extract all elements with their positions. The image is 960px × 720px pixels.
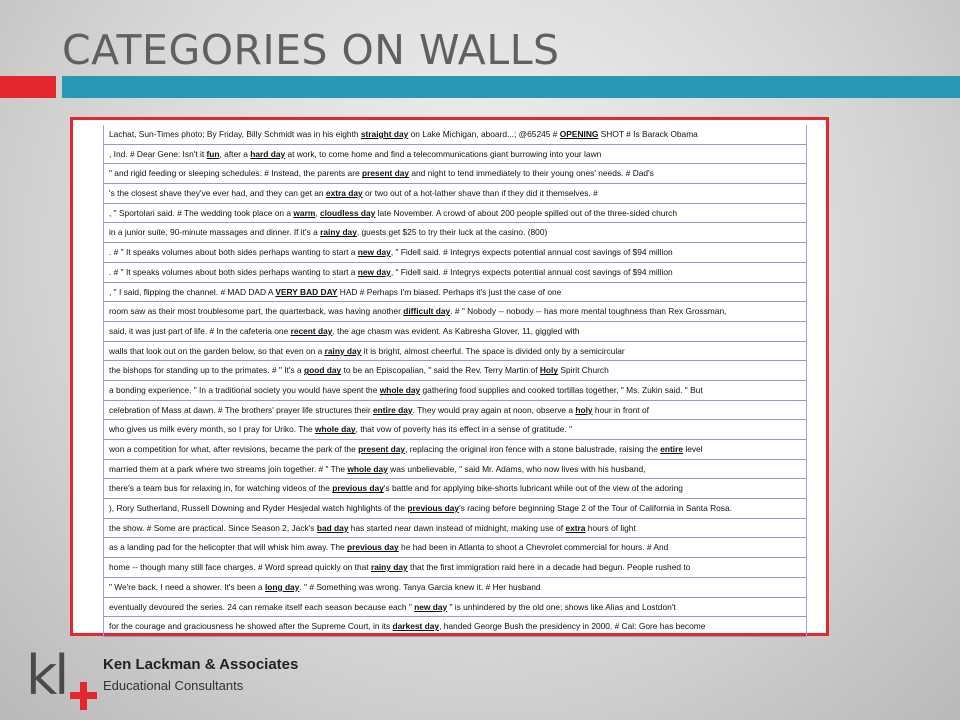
keyword: present day <box>358 444 406 454</box>
context-text: that the first immigration raid here in a decade had begun. People rushed to <box>407 562 691 573</box>
context-text: a bonding experience. " In a traditional society you would have spent the <box>109 384 380 395</box>
company-tagline: Educational Consultants <box>103 678 244 693</box>
context-text: . " # Something was wrong. Tanya Garcia knew it. # Her husband <box>299 581 541 592</box>
concordance-row <box>103 479 807 499</box>
company-name: Ken Lackman & Associates <box>103 656 299 673</box>
keyword: extra <box>565 522 586 533</box>
context-text: married them at a park where two streams join together. # " The <box>109 463 348 474</box>
context-text: , the age chasm was evident. As Kabresha Glover, 11, giggled with <box>332 325 580 336</box>
logo-plus-horizontal <box>70 692 97 699</box>
concordance-row <box>103 538 807 558</box>
keyword: previous day <box>332 483 384 494</box>
context-text: " We're back. I need a shower. It's been a <box>109 581 265 592</box>
context-text: . # " It speaks volumes about both sides perhaps wanting to start a <box>109 247 358 258</box>
concordance-row <box>103 204 807 224</box>
concordance-row <box>103 164 807 184</box>
keyword: whole day <box>347 463 388 474</box>
concordance-row <box>103 243 807 263</box>
concordance-row <box>103 302 807 322</box>
context-text: , <box>315 207 320 218</box>
logo-letters: kl <box>26 644 67 707</box>
concordance-row <box>103 420 807 440</box>
keyword: new day <box>414 601 448 612</box>
concordance-row <box>103 499 807 519</box>
context-text: HAD # Perhaps I'm biased. Perhaps it's just the case of one <box>337 286 562 297</box>
context-text: was unbelievable, " said Mr. Adams, who now lives with his husband, <box>387 463 646 474</box>
keyword: present day <box>362 168 410 179</box>
context-text: walls that look out on the garden below, so that even on a <box>109 345 325 356</box>
concordance-row <box>103 440 807 460</box>
concordance-row <box>103 263 807 283</box>
context-text: won a competition for what, after revisions, became the park of the <box>109 444 359 454</box>
context-text: hours of light <box>585 522 636 533</box>
context-text: , handed George Bush the presidency in 2000. # Cal: Gore has become <box>439 621 706 632</box>
keyword: straight day <box>360 129 409 139</box>
context-text: as a landing pad for the helicopter that will whisk him away. The <box>109 542 348 553</box>
concordance-row <box>103 145 807 165</box>
keyword: new day <box>357 266 391 277</box>
keyword: new day <box>357 247 391 258</box>
keyword: whole day <box>315 424 356 435</box>
context-text: it is bright, almost cheerful. The space is divided only by a semicircular <box>361 345 625 356</box>
concordance-row <box>103 598 807 618</box>
red-accent-tab <box>0 76 56 98</box>
concordance-row <box>103 283 807 303</box>
context-text: , " Fidell said. # Integrys expects potential annual cost savings of $94 million <box>390 247 673 258</box>
context-text: room saw as their most troublesome part, the quarterback, was having another <box>109 306 404 317</box>
concordance-row <box>103 381 807 401</box>
context-text: who gives us milk every month, so I pray for Uriko. The <box>109 424 316 435</box>
concordance-row <box>103 578 807 598</box>
context-text: celebration of Mass at dawn. # The brothers' prayer life structures their <box>109 404 373 415</box>
context-text: Spirit Church <box>558 365 609 376</box>
keyword: good day <box>303 365 342 376</box>
context-text: " is unhindered by the old one; shows like Alias and Lostdon't <box>447 601 676 612</box>
context-text: . # " Nobody -- nobody -- has more mental toughness than Rex Grossman, <box>450 306 727 317</box>
context-text: , " Sportolari said. # The wedding took place on a <box>109 207 294 218</box>
context-text: " and rigid feeding or sleeping schedules. # Instead, the parents are <box>109 168 362 179</box>
keyword: previous day <box>407 503 460 514</box>
context-text: in a junior suite, 90-minute massages and dinner. If it's a <box>109 227 321 238</box>
teal-header-bar <box>62 76 960 98</box>
concordance-row <box>103 558 807 578</box>
keyword: warm <box>293 207 316 218</box>
context-text: . They would pray again at noon, observe a <box>412 404 576 415</box>
keyword: recent day <box>290 325 333 336</box>
context-text: said, it was just part of life. # In the cafeteria one <box>109 325 291 336</box>
context-text: there's a team bus for relaxing in, for watching videos of the <box>109 483 333 494</box>
left-rule <box>103 125 104 637</box>
context-text: , guests get $25 to try their luck at the casino. (800) <box>356 227 548 238</box>
context-text: SHOT # Is Barack Obama <box>598 129 698 139</box>
concordance-row <box>103 223 807 243</box>
context-text: level <box>683 444 703 454</box>
concordance-row <box>103 361 807 381</box>
concordance-screenshot-frame <box>70 117 829 636</box>
keyword: rainy day <box>370 562 408 573</box>
context-text: , " I said, flipping the channel. # MAD DAD A <box>109 286 276 297</box>
context-text: gathering food supplies and cooked tortillas together, " Ms. Zukin said. " But <box>420 384 703 395</box>
context-text: late November. A crowd of about 200 people spilled out of the three-sided church <box>375 207 678 218</box>
keyword: bad day <box>316 522 349 533</box>
concordance-row <box>103 617 807 637</box>
context-text: for the courage and graciousness he showed after the Supreme Court, in its <box>109 621 393 632</box>
concordance-lines <box>103 125 807 637</box>
keyword: difficult day <box>403 306 451 317</box>
keyword: previous day <box>347 542 399 553</box>
keyword: entire <box>660 444 684 454</box>
keyword: fun <box>206 148 220 159</box>
keyword: holy <box>575 404 593 415</box>
keyword: rainy day <box>320 227 357 238</box>
keyword: whole day <box>379 384 421 395</box>
context-text: ), Rory Sutherland, Russell Downing and Ryder Hesjedal watch highlights of the <box>109 503 408 514</box>
kl-logo <box>20 644 92 710</box>
concordance-row <box>103 322 807 342</box>
context-text: has started near dawn instead of midnight, making use of <box>348 522 566 533</box>
context-text: Lachat, Sun-Times photo; By Friday, Billy Schmidt was in his eighth <box>109 129 361 139</box>
keyword: hard day <box>250 148 286 159</box>
context-text: to be an Episcopalian, " said the Rev. Terry Martin of <box>341 365 540 376</box>
context-text: the bishops for standing up to the primates. # " It's a <box>109 365 304 376</box>
context-text: hour in front of <box>592 404 649 415</box>
concordance-row <box>103 125 807 145</box>
context-text: the show. # Some are practical. Since Season 2, Jack's <box>109 522 317 533</box>
concordance-row <box>103 184 807 204</box>
context-text: . # " It speaks volumes about both sides perhaps wanting to start a <box>109 266 358 277</box>
context-text: 's battle and for applying bike-shorts lubricant while out of the view of the adoring <box>383 483 683 494</box>
context-text: , Ind. # Dear Gene: Isn't it <box>109 148 207 159</box>
context-text: or two out of a hot-lather shave than if they did it themselves. # <box>362 188 598 199</box>
keyword: cloudless day <box>319 207 376 218</box>
context-text: on Lake Michigan, aboard...; @65245 # <box>408 129 560 139</box>
concordance-row <box>103 519 807 539</box>
keyword: extra day <box>325 188 363 199</box>
context-text: , replacing the original iron fence with a stone balustrade, raising the <box>405 444 661 454</box>
context-text: , that vow of poverty has its effect in a sense of gratitude. " <box>355 424 573 435</box>
context-text: , after a <box>219 148 251 159</box>
keyword: entire day <box>372 404 413 415</box>
keyword: Holy <box>539 365 559 376</box>
slide-title: CATEGORIES ON WALLS <box>62 26 560 74</box>
keyword: OPENING <box>559 129 599 139</box>
context-text: , " Fidell said. # Integrys expects potential annual cost savings of $94 million <box>390 266 673 277</box>
keyword: long day <box>264 581 300 592</box>
context-text: and night to tend immediately to their young ones' needs. # Dad's <box>409 168 654 179</box>
context-text: 's racing before beginning Stage 2 of the Tour of California in Santa Rosa. <box>459 503 732 514</box>
keyword: rainy day <box>324 345 362 356</box>
context-text: at work, to come home and find a telecommunications giant burrowing into your lawn <box>285 148 602 159</box>
right-rule <box>806 125 807 637</box>
keyword: darkest day <box>392 621 440 632</box>
context-text: eventually devoured the series. 24 can remake itself each season because each " <box>109 601 415 612</box>
concordance-row <box>103 460 807 480</box>
concordance-row <box>103 401 807 421</box>
context-text: 's the closest shave they've ever had, and they can get an <box>109 188 326 199</box>
concordance-row <box>103 342 807 362</box>
keyword: VERY BAD DAY <box>275 286 338 297</box>
context-text: he had been in Atlanta to shoot a Chevrolet commercial for hours. # And <box>398 542 669 553</box>
context-text: home -- though many still face charges. # Word spread quickly on that <box>109 562 371 573</box>
